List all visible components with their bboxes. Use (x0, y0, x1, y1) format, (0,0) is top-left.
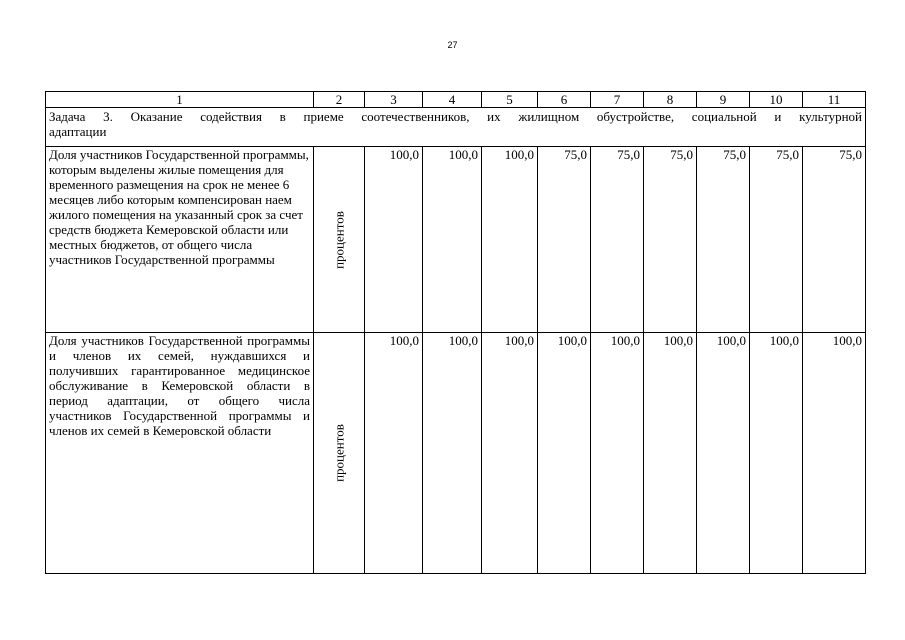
value-cell: 100,0 (365, 333, 423, 574)
value-cell: 100,0 (750, 333, 803, 574)
value-cell: 75,0 (750, 147, 803, 333)
value-cell: 75,0 (591, 147, 644, 333)
value-cell: 100,0 (482, 333, 538, 574)
value-cell: 75,0 (803, 147, 866, 333)
value-cell: 100,0 (644, 333, 697, 574)
value-cell: 100,0 (423, 333, 482, 574)
column-number: 5 (482, 92, 538, 108)
value-cell: 100,0 (482, 147, 538, 333)
indicator-name: Доля участников Государственной программы и членов их семей, нуждавшихся и получивших гарантированное медицинское обслуживание в Кемеровской области в период адаптации, от общего числа участников Государственной программы и членов их семей в Кемеровской области (46, 333, 314, 574)
value-cell: 100,0 (538, 333, 591, 574)
task-title (46, 108, 866, 147)
value-cell: 100,0 (365, 147, 423, 333)
column-number: 9 (697, 92, 750, 108)
column-number: 2 (314, 92, 365, 108)
task-title-line1: Задача 3. Оказание содействия в приеме соотечественников, их жилищном обустройстве, социальной и культурной (49, 109, 862, 124)
column-number: 11 (803, 92, 866, 108)
indicators-table (45, 91, 866, 574)
column-number: 6 (538, 92, 591, 108)
table-row (46, 147, 866, 333)
value-cell: 75,0 (644, 147, 697, 333)
table-row (46, 333, 866, 574)
column-number: 7 (591, 92, 644, 108)
unit-label: процентов (331, 210, 347, 269)
column-number: 1 (46, 92, 314, 108)
page-number: 27 (447, 40, 458, 50)
value-cell: 100,0 (697, 333, 750, 574)
value-cell: 100,0 (423, 147, 482, 333)
task-title-line2: адаптации (49, 124, 107, 139)
value-cell: 100,0 (803, 333, 866, 574)
unit-cell (314, 333, 365, 574)
column-number: 3 (365, 92, 423, 108)
unit-label: процентов (331, 424, 347, 482)
column-number: 10 (750, 92, 803, 108)
column-number-row (46, 92, 866, 108)
unit-cell (314, 147, 365, 333)
task-row (46, 108, 866, 147)
value-cell: 75,0 (697, 147, 750, 333)
column-number: 4 (423, 92, 482, 108)
value-cell: 100,0 (591, 333, 644, 574)
column-number: 8 (644, 92, 697, 108)
indicator-name: Доля участников Государственной программы, которым выделены жилые помещения для временного размещения на срок не менее 6 месяцев либо которым компенсирован наем жилого помещения на указанный срок за счет средств бюджета Кемеровской области или местных бюджетов, от общего числа участников Государственной программы (46, 147, 314, 333)
value-cell: 75,0 (538, 147, 591, 333)
